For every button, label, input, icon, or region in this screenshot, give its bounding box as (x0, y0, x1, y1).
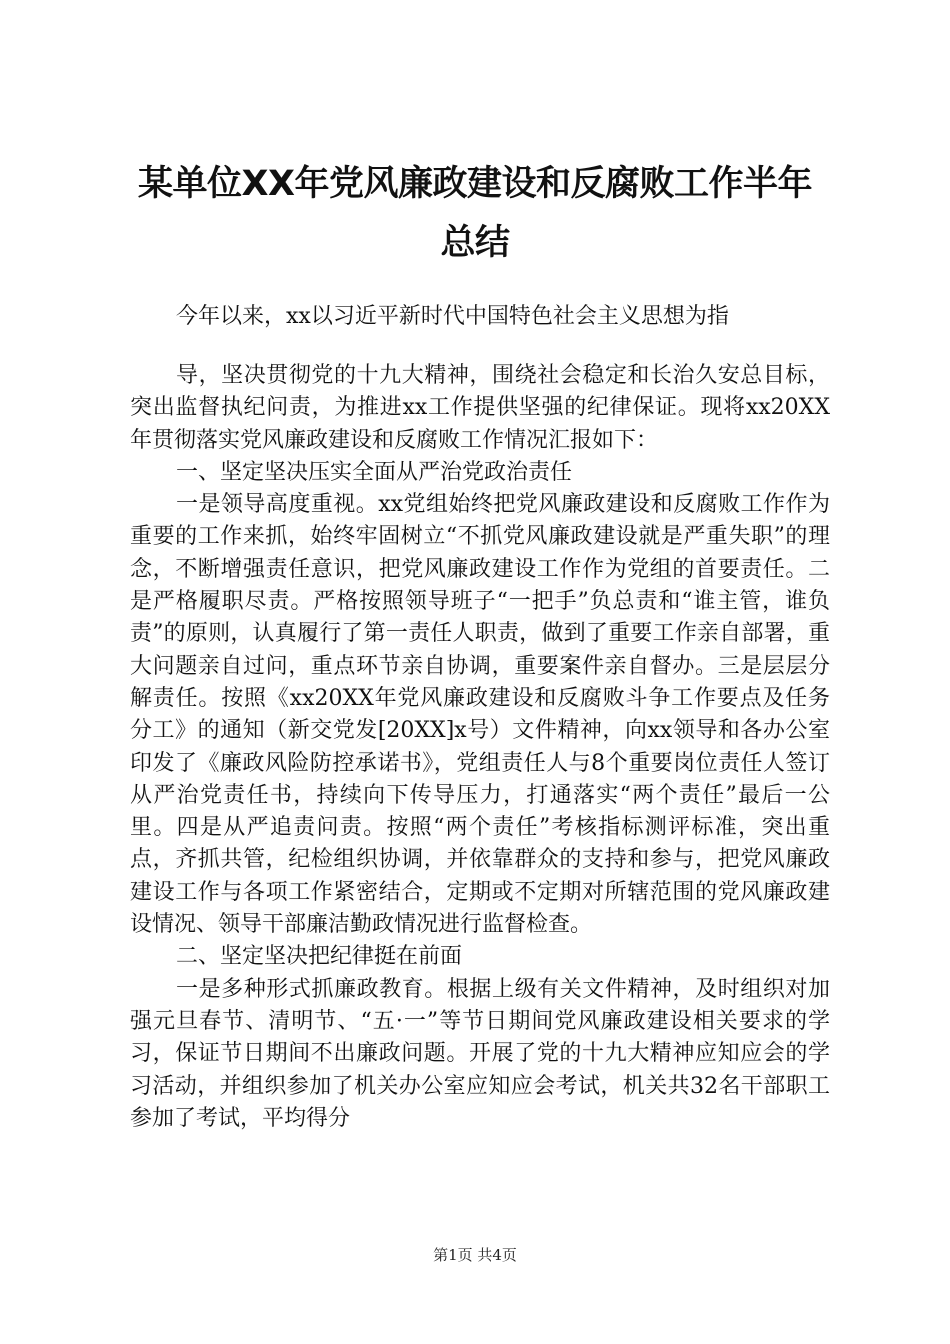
document-title-line2: 总结 (440, 223, 510, 263)
body-paragraph-section2: 一是多种形式抓廉政教育。根据上级有关文件精神，及时组织对加强元旦春节、清明节、“五·一”等节日期间党风廉政建设相关要求的学习，保证节日期间不出廉政问题。开展了党的十九大精神应知应会的学习活动，并组织参加了机关办公室应知应会考试，机关共32名干部职工参加了考试，平均得分 (130, 976, 830, 1131)
document-title-line1: 某单位XX年党风廉政建设和反腐败工作半年 (138, 164, 812, 204)
document-body (130, 360, 830, 1135)
body-paragraph-intro: 导，坚决贯彻党的十九大精神，围绕社会稳定和长治久安总目标，突出监督执纪问责，为推进xx工作提供坚强的纪律保证。现将xx20XX年贯彻落实党风廉政建设和反腐败工作情况汇报如下： (130, 363, 830, 453)
section-heading-1: 一、坚定坚决压实全面从严治党政治责任 (176, 459, 573, 485)
section-heading-2: 二、坚定坚决把纪律挺在前面 (176, 944, 463, 970)
lead-paragraph: 今年以来，xx以习近平新时代中国特色社会主义思想为指 (176, 304, 729, 329)
page-footer: 第1页 共4页 (433, 1246, 517, 1264)
body-paragraph-section1: 一是领导高度重视。xx党组始终把党风廉政建设和反腐败工作作为重要的工作来抓，始终牢固树立“不抓党风廉政建设就是严重失职”的理念，不断增强责任意识，把党风廉政建设工作作为党组的首要责任。二是严格履职尽责。严格按照领导班子“一把手”负总责和“谁主管，谁负责”的原则，认真履行了第一责任人职责，做到了重要工作亲自部署，重大问题亲自过问，重点环节亲自协调，重要案件亲自督办。三是层层分解责任。按照《xx20XX年党风廉政建设和反腐败斗争工作要点及任务分工》的通知（新交党发[20XX]x号）文件精神，向xx领导和各办公室印发了《廉政风险防控承诺书》，党组责任人与8个重要岗位责任人签订从严治党责任书，持续向下传导压力，打通落实“两个责任”最后一公里。四是从严追责问责。按照“两个责任”考核指标测评标准，突出重点，齐抓共管，纪检组织协调，并依靠群众的支持和参与，把党风廉政建设工作与各项工作紧密结合，定期或不定期对所辖范围的党风廉政建设情况、领导干部廉洁勤政情况进行监督检查。 (130, 492, 830, 938)
